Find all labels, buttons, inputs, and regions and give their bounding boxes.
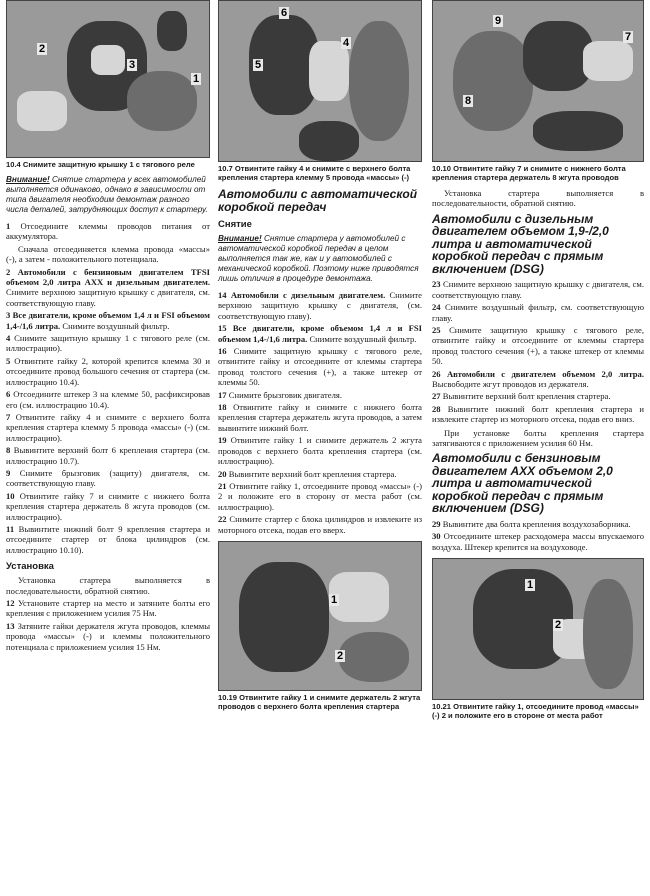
- step-number: 26: [432, 368, 441, 379]
- paragraph: [432, 531, 644, 552]
- callout-2: 2: [337, 649, 344, 662]
- torque-note: При установке болты крепления стартера затягиваются с приложением усилия 60 Нм.: [432, 427, 644, 448]
- step-text: Вывинтите верхний болт крепления стартера.: [228, 468, 397, 479]
- step-text: Отвинтите гайку 1, отсоедините провод «массы» (-) 2 и положите его в сторону от места работ (см. иллюстрацию).: [218, 480, 422, 512]
- photo-10-4: [6, 0, 210, 158]
- step-number: 16: [218, 346, 227, 357]
- step-text: Снимите защитную крышку с тягового реле, отвинтите гайку и отсоедините от клеммы стартера провод толстого сечения (+), а также штекер от клеммы 50.: [218, 346, 422, 388]
- warning-note: [218, 234, 422, 284]
- step-condition: Автомобили с дизельным двигателем.: [230, 290, 386, 300]
- paragraph: [432, 325, 644, 367]
- paragraph-list: [6, 221, 210, 555]
- callout-9: 9: [495, 15, 502, 27]
- paragraph: [432, 391, 644, 401]
- paragraph-list: [432, 279, 644, 424]
- step-text: Снимите воздушный фильтр, см. соответствующую главу.: [432, 302, 645, 323]
- paragraph: [6, 468, 210, 489]
- step-text: Отвинтите гайку 2, которой крепится клемма 30 и отсоедините провод большого сечения от стартера (см. иллюстрацию 10.4).: [6, 355, 210, 387]
- step-text: Отвинтите гайку 1 и снимите держатель 2 жгута проводов с верхнего болта крепления стартера (см. иллюстрацию).: [218, 435, 422, 467]
- paragraph: [6, 412, 210, 443]
- step-text: Вывинтите нижний болт крепления стартера и извлеките стартер из моторного отсека, подав его вниз.: [432, 403, 644, 425]
- step-number: 30: [432, 531, 441, 542]
- callout-1: 1: [193, 73, 200, 85]
- step-text: Затяните гайки держателя жгута проводов, клеммы провода «массы» (-) и клеммы положительного потенциала с приложением усилия 15 Нм.: [6, 620, 210, 652]
- warning-label: Внимание!: [6, 175, 50, 184]
- step-condition: Все двигатели, кроме объемом 1,4 л и FSI объемом 1,4-/1,6 литра.: [218, 323, 422, 344]
- step-text: Сначала отсоединяется клемма провода «массы» (-), а затем - положительного потенциала.: [6, 243, 210, 265]
- paragraph: [218, 402, 422, 433]
- photo-10-7: [218, 0, 422, 162]
- step-text: Снимите брызговик (защиту) двигателя, см. соответствующую главу.: [6, 467, 210, 489]
- column-3: [432, 0, 644, 726]
- paragraph: [432, 404, 644, 425]
- paragraph: [218, 290, 422, 321]
- figure-caption: 10.19 Отвинтите гайку 1 и снимите держатель 2 жгута проводов с верхнего болта крепления стартера: [218, 692, 421, 711]
- step-text: Отвинтите гайку 4 и снимите с верхнего болта крепления стартера клемму 5 провода «массы» (-) (см. иллюстрацию).: [6, 411, 210, 443]
- paragraph: [218, 323, 422, 344]
- callout-1: 1: [331, 593, 338, 606]
- step-number: 18: [218, 402, 227, 413]
- step-text: Снимите верхнюю защитную крышку с двигателя, см. соответствующую главу.: [432, 279, 644, 300]
- step-number: 1: [6, 221, 11, 231]
- step-number: 19: [218, 435, 227, 446]
- callout-5: 5: [255, 59, 262, 71]
- column-1: [6, 0, 210, 654]
- section-heading: Автомобили с дизельным двигателем объемом 1,9-/2,0 литра и автоматической коробкой передач с прямым включением (DSG): [432, 211, 609, 276]
- column-2: [218, 0, 422, 717]
- step-text: Вывинтите два болта крепления воздухозаборника.: [442, 518, 631, 529]
- step-text: Установите стартер на место и затяните болты его крепления с приложением усилия 75 Нм.: [6, 598, 210, 619]
- figure-caption: 10.21 Отвинтите гайку 1, отсоедините провод «массы» (-) 2 и положите его в стороне от места работ: [432, 702, 639, 721]
- step-text: Снимите верхнюю защитную крышку с двигателя, см. соответствующую главу.: [6, 287, 210, 308]
- figure-caption: 10.10 Отвинтите гайку 7 и снимите с нижнего болта крепления стартера держатель 8 жгута проводов: [432, 164, 626, 182]
- step-number: 10: [6, 490, 15, 501]
- paragraph: [218, 481, 422, 512]
- paragraph: [6, 621, 210, 652]
- step-text: Вывинтите верхний болт крепления стартера.: [442, 391, 611, 402]
- paragraph: [6, 491, 210, 522]
- warning-label: Внимание!: [218, 234, 262, 243]
- paragraph: [6, 356, 210, 387]
- step-number: 28: [432, 403, 441, 414]
- step-text: Снимите защитную крышку с тягового реле, отвинтите гайку и отсоедините от клеммы стартера провод толстого сечения (+), а также штекер от клеммы 50.: [432, 324, 644, 367]
- step-number: 29: [432, 518, 441, 529]
- step-text: Отвинтите гайку и снимите с нижнего болта крепления стартера держатель жгута проводов, а затем вывинтите нижний болт.: [218, 402, 422, 433]
- paragraph: [6, 221, 210, 242]
- callout-6: 6: [281, 7, 288, 19]
- step-number: 3: [6, 310, 11, 321]
- paragraph: [432, 279, 644, 300]
- paragraph-list: [218, 290, 422, 535]
- step-text: Снимите брызговик двигателя.: [228, 389, 342, 400]
- callout-1: 1: [527, 579, 534, 592]
- step-number: 24: [432, 302, 441, 313]
- step-text: Снимите воздушный фильтр.: [62, 320, 170, 331]
- paragraph: [218, 435, 422, 466]
- step-text: Высвободите жгут проводов из держателя.: [432, 378, 589, 389]
- step-text: Отсоедините штекер расходомера массы впускаемого воздуха. Штекер крепится на воздуховоде.: [432, 531, 644, 552]
- paragraph: [432, 302, 644, 323]
- callout-2: 2: [555, 619, 562, 632]
- step-text: Снимите стартер с блока цилиндров и извлеките из моторного отсека, подав его вверх.: [218, 514, 422, 535]
- paragraph: [6, 333, 210, 354]
- step-number: 14: [218, 290, 227, 300]
- step-text: Установка стартера выполняется в последовательности, обратной снятию.: [6, 575, 210, 596]
- section-heading: Автомобили с бензиновым двигателем AXX объемом 2,0 литра и автоматической коробкой передач с прямым включением (DSG): [432, 451, 613, 516]
- step-number: 2: [6, 266, 11, 277]
- paragraph: [218, 469, 422, 479]
- step-text: Отсоедините штекер 3 на клемме 50, расфиксировав его (см. иллюстрацию 10.4).: [6, 389, 210, 410]
- step-number: 27: [432, 391, 441, 402]
- step-number: 21: [218, 480, 227, 491]
- intro-paragraph: Установка стартера выполняется в последовательности, обратной снятию.: [432, 188, 644, 209]
- paragraph: [6, 524, 210, 555]
- step-number: 25: [432, 324, 441, 335]
- paragraph: [6, 244, 210, 265]
- paragraph: [6, 267, 210, 309]
- step-text: Вывинтите верхний болт 6 крепления стартера (см. иллюстрацию 10.7).: [6, 445, 210, 466]
- step-number: 5: [6, 355, 11, 366]
- install-paragraphs: [6, 575, 210, 652]
- paragraph: [6, 598, 210, 619]
- callout-3: 3: [129, 59, 136, 71]
- warning-text: Снятие стартера у всех автомобилей выполняется одинаково, однако в зависимости от типа двигателя необходим демонтаж разного числа деталей, затрудняющих доступ к стартеру.: [6, 175, 208, 214]
- step-text: Снимите защитную крышку 1 с тягового реле (см. иллюстрацию).: [6, 333, 210, 354]
- step-text: Снимите воздушный фильтр.: [309, 333, 417, 344]
- figure-caption: 10.4 Снимите защитную крышку 1 с тягового реле: [6, 160, 195, 169]
- warning-note: [6, 175, 210, 215]
- step-condition: Автомобили с бензиновым двигателем TFSI объемом 2,0 литра AXX и дизельным двигателем.: [6, 266, 211, 288]
- step-number: 20: [218, 468, 227, 479]
- step-text: Отвинтите гайку 7 и снимите с нижнего болта крепления стартера держатель 8 жгута проводов (см. иллюстрацию).: [6, 490, 210, 522]
- warning-text: Снятие стартера у автомобилей с автоматической коробкой передач в целом выполняется так же, как и у автомобилей с механической коробкой. Поэтому ниже приводятся лишь отличия в процедуре демонтажа.: [218, 234, 419, 283]
- step-number: 7: [6, 411, 11, 422]
- step-number: 13: [6, 620, 15, 631]
- paragraph: [6, 310, 210, 331]
- photo-10-21: [432, 558, 644, 700]
- step-text: Снимите верхнюю защитную крышку с двигателя, (см. соответствующую главу).: [218, 290, 422, 321]
- paragraph: [432, 519, 644, 529]
- step-number: 11: [6, 523, 15, 534]
- step-condition: Все двигатели, кроме объемом 1,4 л и FSI объемом 1,4-/1,6 литра.: [6, 310, 210, 331]
- paragraph: [432, 369, 644, 390]
- section-heading: Автомобили с автоматической коробкой передач: [218, 187, 418, 214]
- step-number: 12: [6, 598, 15, 608]
- step-condition: Автомобили с двигателем объемом 2,0 литра.: [446, 368, 644, 379]
- paragraph: [218, 390, 422, 400]
- step-text: Отсоедините клеммы проводов питания от аккумулятора.: [6, 221, 210, 242]
- step-number: 8: [6, 445, 11, 456]
- callout-2: 2: [39, 43, 46, 55]
- photo-10-19: [218, 541, 422, 691]
- subsection-heading: Снятие: [218, 219, 252, 230]
- step-number: 4: [6, 333, 11, 344]
- step-number: 6: [6, 389, 11, 400]
- step-text: Вывинтите нижний болт 9 крепления стартера и отсоедините стартер от блока цилиндров (см. иллюстрацию 10.10).: [6, 523, 210, 555]
- paragraph: [218, 346, 422, 388]
- callout-4: 4: [343, 37, 350, 49]
- callout-7: 7: [625, 31, 632, 43]
- photo-10-10: [432, 0, 644, 162]
- paragraph: [218, 514, 422, 535]
- step-number: 15: [218, 323, 227, 334]
- step-number: 23: [432, 279, 441, 290]
- section-heading: Установка: [6, 561, 54, 573]
- paragraph: [6, 445, 210, 466]
- figure-caption: 10.7 Отвинтите гайку 4 и снимите с верхнего болта крепления стартера клемму 5 провода «массы» (-): [218, 164, 411, 182]
- step-number: 22: [218, 514, 227, 525]
- paragraph-list: [432, 519, 644, 552]
- callout-8: 8: [465, 95, 472, 107]
- step-number: 9: [6, 467, 11, 478]
- paragraph: [6, 575, 210, 596]
- paragraph: [6, 389, 210, 410]
- step-number: 17: [218, 389, 227, 400]
